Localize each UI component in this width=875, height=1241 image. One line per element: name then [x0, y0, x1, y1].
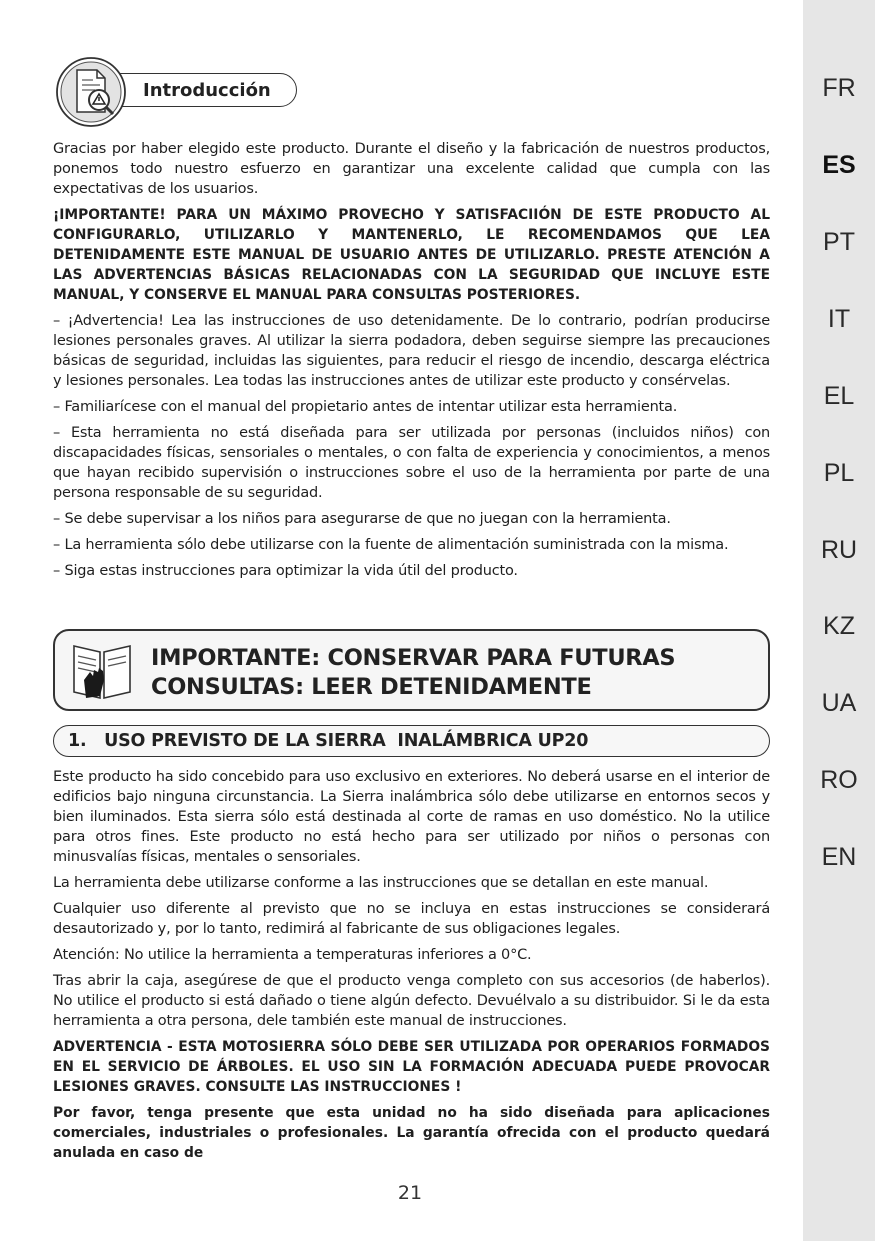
- lang-el[interactable]: EL: [823, 382, 855, 410]
- lang-ro[interactable]: RO: [820, 766, 858, 794]
- lang-pt[interactable]: PT: [823, 228, 855, 256]
- lang-en[interactable]: EN: [821, 843, 857, 871]
- language-sidebar: [803, 0, 875, 1241]
- section-paragraph: Tras abrir la caja, asegúrese de que el producto venga completo con sus accesorios (de haberlos). No utilice el producto si está dañado o tiene algún defecto. Devuélvalo a su distribuidor. Si le da esta herramienta a otra persona, dele también este manual de instrucciones.: [53, 973, 770, 1029]
- lang-kz[interactable]: KZ: [823, 612, 855, 640]
- lang-ru[interactable]: RU: [820, 536, 858, 564]
- page-number: 21: [397, 1182, 423, 1204]
- lang-ua[interactable]: UA: [821, 689, 857, 717]
- section-paragraph: Atención: No utilice la herramienta a temperaturas inferiores a 0°C.: [53, 947, 532, 963]
- intro-bullet: – Siga estas instrucciones para optimizar la vida útil del producto.: [53, 563, 518, 579]
- intro-paragraph: Gracias por haber elegido este producto. Durante el diseño y la fabricación de nuestros productos, ponemos todo nuestro esfuerzo en garantizar una excelente calidad que cumpla con las expectativas de los usuarios.: [53, 141, 770, 197]
- section-1-body: [53, 767, 770, 1163]
- important-line-1: IMPORTANTE: CONSERVAR PARA FUTURAS: [151, 645, 676, 671]
- section-1-title: 1. USO PREVISTO DE LA SIERRA INALÁMBRICA UP20: [68, 731, 589, 751]
- intro-bullet: – Familiarícese con el manual del propietario antes de intentar utilizar esta herramienta.: [53, 399, 678, 415]
- intro-bullet: – La herramienta sólo debe utilizarse con la fuente de alimentación suministrada con la misma.: [53, 537, 729, 553]
- section-note: Por favor, tenga presente que esta unidad no ha sido diseñada para aplicaciones comerciales, industriales o profesionales. La garantía ofrecida con el producto quedará anulada en caso de: [53, 1105, 770, 1161]
- important-line-2: CONSULTAS: LEER DETENIDAMENTE: [151, 674, 592, 700]
- manual-read-icon: [66, 636, 138, 708]
- lang-it[interactable]: IT: [827, 305, 851, 333]
- intro-body: [53, 139, 770, 581]
- section-paragraph: Cualquier uso diferente al previsto que no se incluya en estas instrucciones se considerará desautorizado y, por lo tanto, redimirá al fabricante de sus obligaciones legales.: [53, 901, 770, 937]
- intro-bullet: – Se debe supervisar a los niños para asegurarse de que no juegan con la herramienta.: [53, 511, 671, 527]
- section-warning: ADVERTENCIA - ESTA MOTOSIERRA SÓLO DEBE SER UTILIZADA POR OPERARIOS FORMADOS EN EL SERVICIO DE ÁRBOLES. EL USO SIN LA FORMACIÓN ADECUADA PUEDE PROVOCAR LESIONES GRAVES. CONSULTE LAS INSTRUCCIONES !: [53, 1039, 770, 1095]
- document-warning-icon: [55, 56, 127, 128]
- lang-fr[interactable]: FR: [822, 74, 856, 102]
- important-title: [151, 644, 675, 702]
- section-paragraph: Este producto ha sido concebido para uso exclusivo en exteriores. No deberá usarse en el interior de edificios bajo ninguna circunstancia. La Sierra inalámbrica sólo debe utilizarse en entornos secos y bien iluminados. Esta sierra sólo está destinada al corte de ramas en uso doméstico. No la utilice para otros fines. Este producto no está hecho para ser utilizado por niños o personas con minusvalías físicas, mentales o sensoriales.: [53, 769, 770, 865]
- intro-bullet: – Esta herramienta no está diseñada para ser utilizada por personas (incluidos niños) con discapacidades físicas, sensoriales o mentales, o con falta de experiencia y conocimientos, a menos que hayan recibido supervisión o instrucciones sobre el uso de la herramienta por parte de una persona responsable de su seguridad.: [53, 425, 770, 501]
- section-paragraph: La herramienta debe utilizarse conforme a las instrucciones que se detallan en este manual.: [53, 875, 709, 891]
- intro-warning: – ¡Advertencia! Lea las instrucciones de uso detenidamente. De lo contrario, podrían producirse lesiones personales graves. Al utilizar la sierra podadora, deben seguirse siempre las precauciones básicas de seguridad, incluidas las siguientes, para reducir el riesgo de incendio, descarga eléctrica y lesiones personales. Lea todas las instrucciones antes de utilizar este producto y consérvelas.: [53, 313, 770, 389]
- intro-title: Introducción: [143, 80, 271, 101]
- intro-important: ¡IMPORTANTE! PARA UN MÁXIMO PROVECHO Y SATISFACIIÓN DE ESTE PRODUCTO AL CONFIGURARLO, UTILIZARLO Y MANTENERLO, LE RECOMENDAMOS QUE LEA DETENIDAMENTE ESTE MANUAL DE USUARIO ANTES DE UTILIZARLO. PRESTE ATENCIÓN A LAS ADVERTENCIAS BÁSICAS RELACIONADAS CON LA SEGURIDAD QUE INCLUYE ESTE MANUAL, Y CONSERVE EL MANUAL PARA CONSULTAS POSTERIORES.: [53, 207, 770, 303]
- lang-es[interactable]: ES: [822, 151, 856, 179]
- lang-pl[interactable]: PL: [823, 459, 855, 487]
